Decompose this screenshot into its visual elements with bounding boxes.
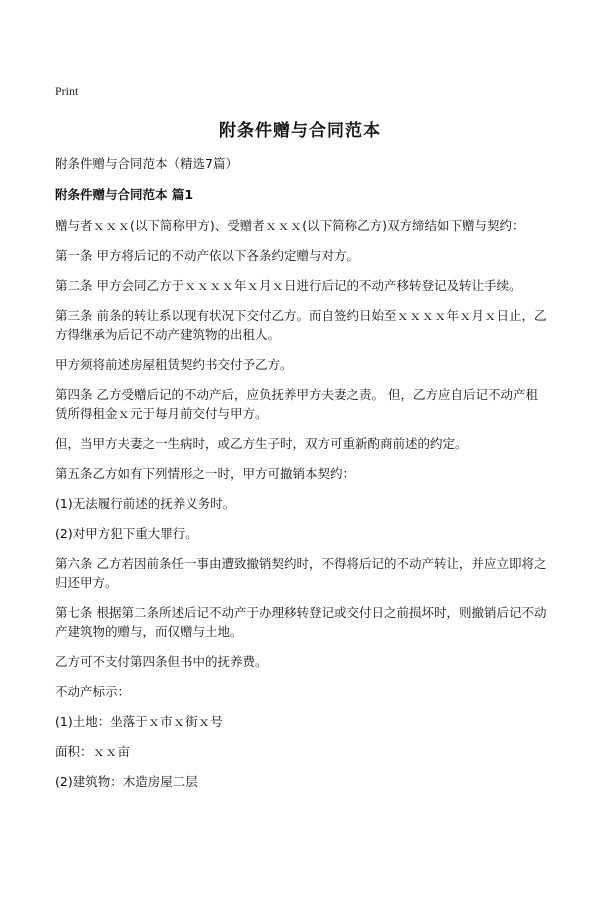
paragraph-article-5-item-1: (1)无法履行前述的抚养义务时。 xyxy=(55,496,236,511)
document-title: 附条件赠与合同范本 xyxy=(219,121,381,141)
paragraph-article-5-item-2: (2)对甲方犯下重大罪行。 xyxy=(55,526,198,541)
print-link[interactable]: Print xyxy=(55,84,79,98)
paragraph-lease-handover: 甲方须将前述房屋租赁契约书交付予乙方。 xyxy=(55,357,293,372)
paragraph-article-2: 第二条 甲方会同乙方于ｘｘｘｘ年ｘ月ｘ日进行后记的不动产移转登记及转让手续。 xyxy=(55,278,522,293)
paragraph-article-5: 第五条乙方如有下列情形之一时，甲方可撤销本契约： xyxy=(55,466,356,481)
paragraph-article-3: 第三条 前条的转让系以现有状况下交付乙方。而自签约日始至ｘｘｘｘ年ｘ月ｘ日止，乙方得继承为后记不动产建筑物的出租人。 xyxy=(55,308,547,342)
section-heading: 附条件赠与合同范本 篇1 xyxy=(55,187,194,202)
document-body xyxy=(55,154,548,802)
paragraph-article-7-note: 乙方可不支付第四条但书中的抚养费。 xyxy=(55,654,268,669)
paragraph-property-land: (1)土地：坐落于ｘ市ｘ街ｘ号 xyxy=(55,714,223,729)
paragraph-article-1: 第一条 甲方将后记的不动产依以下各条约定赠与对方。 xyxy=(55,248,359,263)
paragraph-article-6: 第六条 乙方若因前条任一事由遭致撤销契约时，不得将后记的不动产转让，并应立即将之归还甲方。 xyxy=(55,556,547,590)
paragraph-article-4-proviso: 但，当甲方夫妻之一生病时，或乙方生子时，双方可重新酌商前述的约定。 xyxy=(55,436,468,451)
paragraph-article-4: 第四条 乙方受赠后记的不动产后，应负抚养甲方夫妻之责。 但，乙方应自后记不动产租赁所得租金ｘ元于每月前交付与甲方。 xyxy=(55,387,538,421)
paragraph-property-building: (2)建筑物：木造房屋二层 xyxy=(55,774,198,789)
paragraph-property-label: 不动产标示： xyxy=(55,684,131,699)
paragraph-property-area: 面积：ｘｘ亩 xyxy=(55,744,131,759)
document-subtitle: 附条件赠与合同范本（精选7篇） xyxy=(55,156,238,171)
paragraph-article-7: 第七条 根据第二条所述后记不动产于办理移转登记或交付日之前损坏时，则撤销后记不动产建筑物的赠与，而仅赠与土地。 xyxy=(55,605,547,639)
paragraph-parties: 赠与者ｘｘｘ(以下简称甲方)、受赠者ｘｘｘ(以下简称乙方)双方缔结如下赠与契约： xyxy=(55,218,525,233)
